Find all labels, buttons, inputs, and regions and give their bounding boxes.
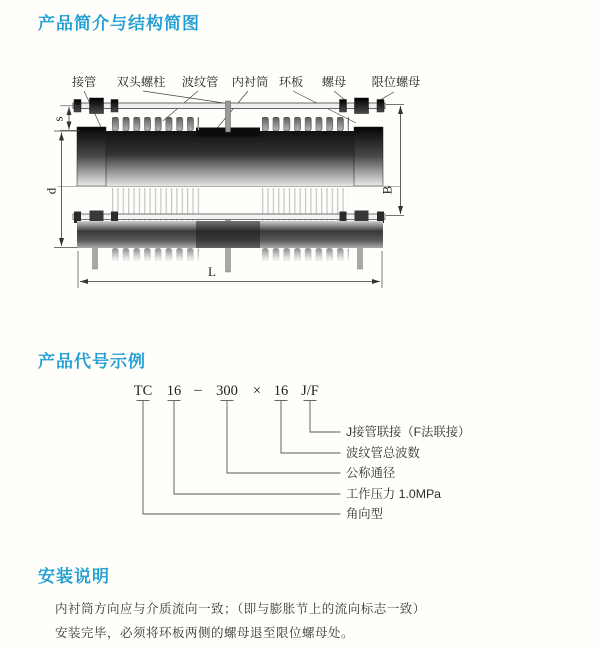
code-segment-diameter: 300	[216, 383, 238, 399]
legend-wave-count: 波纹管总波数	[346, 446, 420, 460]
dim-label-L: L	[208, 264, 216, 279]
dimension-d	[44, 131, 78, 248]
code-separator-dash: –	[194, 382, 202, 398]
install-instruction-line-2: 安装完毕，必须将环板两侧的螺母退至限位螺母处。	[55, 626, 355, 640]
dim-label-s: s	[50, 116, 66, 122]
dim-label-d: d	[43, 187, 59, 195]
legend-angular-type: 角向型	[346, 507, 383, 521]
lower-body	[73, 188, 385, 272]
dim-label-B: B	[379, 185, 395, 195]
structure-diagram	[40, 66, 444, 298]
legend-working-pressure: 工作压力 1.0MPa	[346, 487, 441, 501]
part-label-nut: 螺母	[321, 75, 347, 89]
code-segment-pressure: 16	[166, 383, 182, 399]
section-title-intro: 产品简介与结构简图	[38, 14, 200, 33]
section-title-install: 安装说明	[38, 567, 110, 586]
install-instruction-line-1: 内衬筒方向应与介质流向一致；（即与膨胀节上的流向标志一致）	[55, 602, 426, 616]
section-title-code: 产品代号示例	[38, 352, 146, 371]
part-label-limit-nut: 限位螺母	[371, 75, 421, 89]
part-label-stud: 双头螺柱	[116, 75, 166, 89]
legend-nominal-diameter: 公称通径	[346, 466, 396, 480]
code-callout-lines	[137, 401, 341, 515]
code-segment-type: TC	[133, 383, 153, 399]
code-separator-times: ×	[252, 383, 262, 399]
code-segment-connection: J/F	[301, 383, 319, 399]
legend-connection: J接管联接（F法联接）	[346, 425, 471, 439]
part-label-bellows: 波纹管	[181, 75, 219, 89]
code-segment-waves: 16	[273, 383, 289, 399]
part-label-ring-plate: 环板	[278, 75, 304, 89]
part-label-connecting-pipe: 接管	[71, 75, 97, 89]
part-label-inner-liner: 内衬筒	[231, 75, 269, 89]
product-code-diagram	[130, 380, 495, 525]
